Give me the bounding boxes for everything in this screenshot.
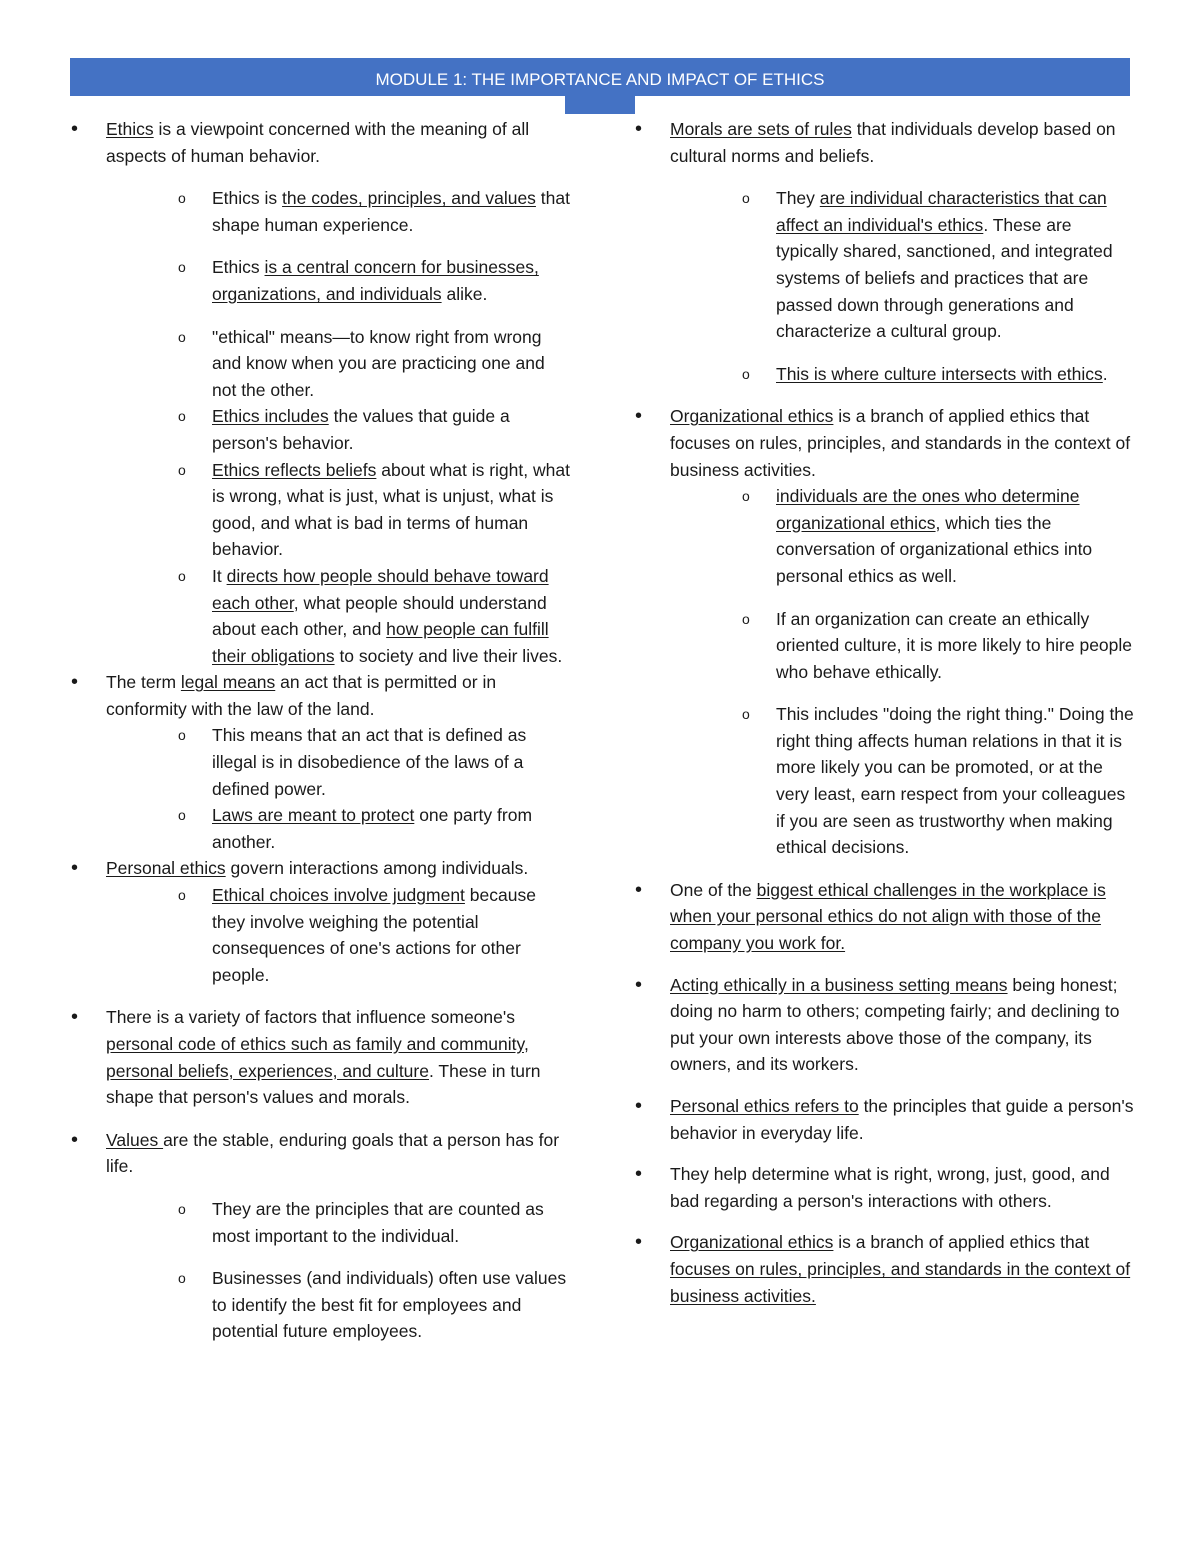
sub-list [106,185,570,669]
sub-list [670,483,1134,861]
list-item: • Personal ethics govern interactions among individuals. o Ethical choices involve judgment because they involve weighing the potential consequences of one's actions for other people. [70,855,570,988]
list-item: • Acting ethically in a business setting means being honest; doing no harm to others; competing fairly; and declining to put your own interests above those of the company, its owners, and its workers. [634,972,1134,1078]
sub-list-item: o This is where culture intersects with ethics. [670,361,1134,388]
sub-list-item: o individuals are the ones who determine organizational ethics, which ties the conversation of organizational ethics into personal ethics as well. [670,483,1134,589]
sub-list-item: o Ethics reflects beliefs about what is right, what is wrong, what is just, what is unjust, what is good, and what is bad in terms of human behavior. [106,457,570,563]
sub-list-item: o They are individual characteristics that can affect an individual's ethics. These are typically shared, sanctioned, and integrated systems of beliefs and practices that are passed down through generations and characterize a cultural group. [670,185,1134,345]
sub-list-item: o Laws are meant to protect one party from another. [106,802,570,855]
underlined-term: Ethics [106,119,154,139]
sub-list-item: o Ethics is the codes, principles, and values that shape human experience. [106,185,570,238]
list-item: • There is a variety of factors that influence someone's personal code of ethics such as family and community, personal beliefs, experiences, and culture. These in turn shape that person's values and morals. [70,1004,570,1110]
sub-list-item: o Businesses (and individuals) often use values to identify the best fit for employees and potential future employees. [106,1265,570,1345]
list-item: • One of the biggest ethical challenges in the workplace is when your personal ethics do not align with those of the company you work for. [634,877,1134,957]
module-title: MODULE 1: THE IMPORTANCE AND IMPACT OF ETHICS [375,70,825,89]
list-item: • Organizational ethics is a branch of applied ethics that focuses on rules, principles, and standards in the context of business activities. o individuals are the ones who determine organizational ethics, which ties the conversation of organizational ethics into personal ethics as well. o If an organization can create an ethically oriented culture, it is more likely to hire people who behave ethically. o This includes "doing the right thing." Doing the right thing affects human relations in that it is more likely you can be promoted, or at the very least, earn respect from your colleagues if you are seen as trustworthy when making ethical decisions. [634,403,1134,861]
sub-list-item: o Ethical choices involve judgment because they involve weighing the potential consequences of one's actions for other people. [106,882,570,988]
list-item: • The term legal means an act that is permitted or in conformity with the law of the land. o This means that an act that is defined as illegal is in disobedience of the laws of a defined power. o Laws are meant to protect one party from another. [70,669,570,855]
sub-list-item: o This means that an act that is defined as illegal is in disobedience of the laws of a defined power. [106,722,570,802]
list-item: • Organizational ethics is a branch of applied ethics that focuses on rules, principles, and standards in the context of business activities. [634,1229,1134,1309]
sub-list-item: o If an organization can create an ethically oriented culture, it is more likely to hire people who behave ethically. [670,606,1134,686]
sub-list [670,185,1134,387]
list-item: • Personal ethics refers to the principles that guide a person's behavior in everyday life. [634,1093,1134,1146]
sub-list-item: o Ethics is a central concern for businesses, organizations, and individuals alike. [106,254,570,307]
sub-list [106,1196,570,1345]
list-item: • Values are the stable, enduring goals that a person has for life. o They are the principles that are counted as most important to the individual. o Businesses (and individuals) often use values to identify the best fit for employees and potential future employees. [70,1127,570,1345]
sub-list-item: o Ethics includes the values that guide a person's behavior. [106,403,570,456]
left-column [70,116,570,1345]
sub-list-item: o "ethical" means—to know right from wrong and know when you are practicing one and not the other. [106,324,570,404]
right-column [634,116,1134,1309]
banner-tab-decoration [565,96,635,114]
module-title-banner [70,58,1130,96]
sub-list-item: o This includes "doing the right thing." Doing the right thing affects human relations in that it is more likely you can be promoted, or at the very least, earn respect from your colleagues if you are seen as trustworthy when making ethical decisions. [670,701,1134,861]
sub-list-item: o It directs how people should behave toward each other, what people should understand about each other, and how people can fulfill their obligations to society and live their lives. [106,563,570,669]
list-item: • They help determine what is right, wrong, just, good, and bad regarding a person's interactions with others. [634,1161,1134,1214]
sub-list [106,882,570,988]
sub-list [106,722,570,855]
left-bullet-list [70,116,570,1345]
sub-list-item: o They are the principles that are counted as most important to the individual. [106,1196,570,1249]
list-item: • Morals are sets of rules that individuals develop based on cultural norms and beliefs. o They are individual characteristics that can affect an individual's ethics. These are typically shared, sanctioned, and integrated systems of beliefs and practices that are passed down through generations and characterize a cultural group. o This is where culture intersects with ethics. [634,116,1134,387]
right-bullet-list [634,116,1134,1309]
list-item: • Ethics is a viewpoint concerned with the meaning of all aspects of human behavior. o Ethics is the codes, principles, and values that shape human experience. o Ethics is a central concern for businesses, organizations, and individuals alike. o "ethical" means—to know right from wrong and know when you are practicing one and not the other. o Ethics includes the values that guide a person's behavior. o Ethics reflects beliefs about what is right, what is wrong, what is just, what is unjust, what is good, and what is bad in terms of human behavior. o It directs how people should behave toward each other, what people should understand about each other, and how people can fulfill their obligations to society and live their lives. [70,116,570,669]
